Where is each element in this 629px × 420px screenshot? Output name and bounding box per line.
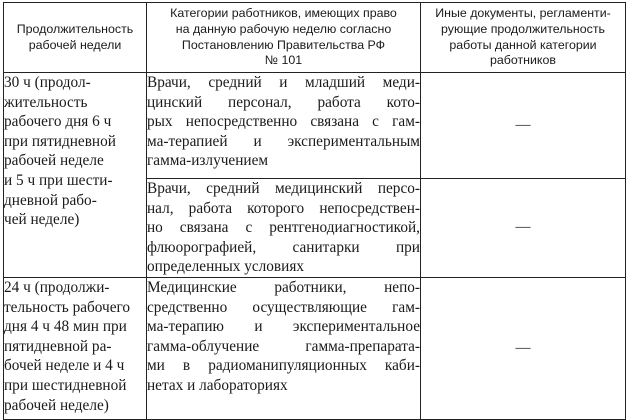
working-week-table bbox=[3, 2, 626, 420]
category-cell: Медицинские работники, непо- средственно осуществляющие гам- ма-терапию и экспериментальное гамма-облучение гамма-препарата- ми в радиоманипуляционных каби- нетах и лабораториях bbox=[147, 277, 421, 419]
category-cell: Врачи, средний медицинский персо- нал, работа которого непосредствен- но связана с рентгенодиагностикой, флюорографией, санитарки при определенных условиях bbox=[147, 179, 421, 278]
header-duration: Продолжительность рабочей недели bbox=[4, 3, 147, 73]
duration-cell-24h: 24 ч (продолжи- тельность рабочего дня 4 ч 48 мин при пятидневной ра- бочей неделе и 4 ч при шестидневной рабочей неделе) bbox=[4, 277, 147, 419]
table-row bbox=[4, 73, 626, 179]
other-docs-cell: — bbox=[421, 277, 626, 419]
duration-cell-30h: 30 ч (продол- жительность рабочего дня 6 ч при пятидневной рабочей неделе и 5 ч при шести- дневной рабо- чей неделе) bbox=[4, 73, 147, 278]
table-row bbox=[4, 277, 626, 419]
other-docs-cell: — bbox=[421, 73, 626, 179]
table-header-row bbox=[4, 3, 626, 73]
header-categories: Категории работников, имеющих право на данную рабочую неделю согласно Постановлению Правительства РФ № 101 bbox=[147, 3, 421, 73]
other-docs-cell: — bbox=[421, 179, 626, 278]
category-cell: Врачи, средний и младший меди- цинский персонал, работа кото- рых непосредственно связана с гам- ма-терапией и экспериментальным гамма-излучением bbox=[147, 73, 421, 179]
header-other-documents: Иные документы, регламенти- рующие продолжительность работы данной категории работников bbox=[421, 3, 626, 73]
